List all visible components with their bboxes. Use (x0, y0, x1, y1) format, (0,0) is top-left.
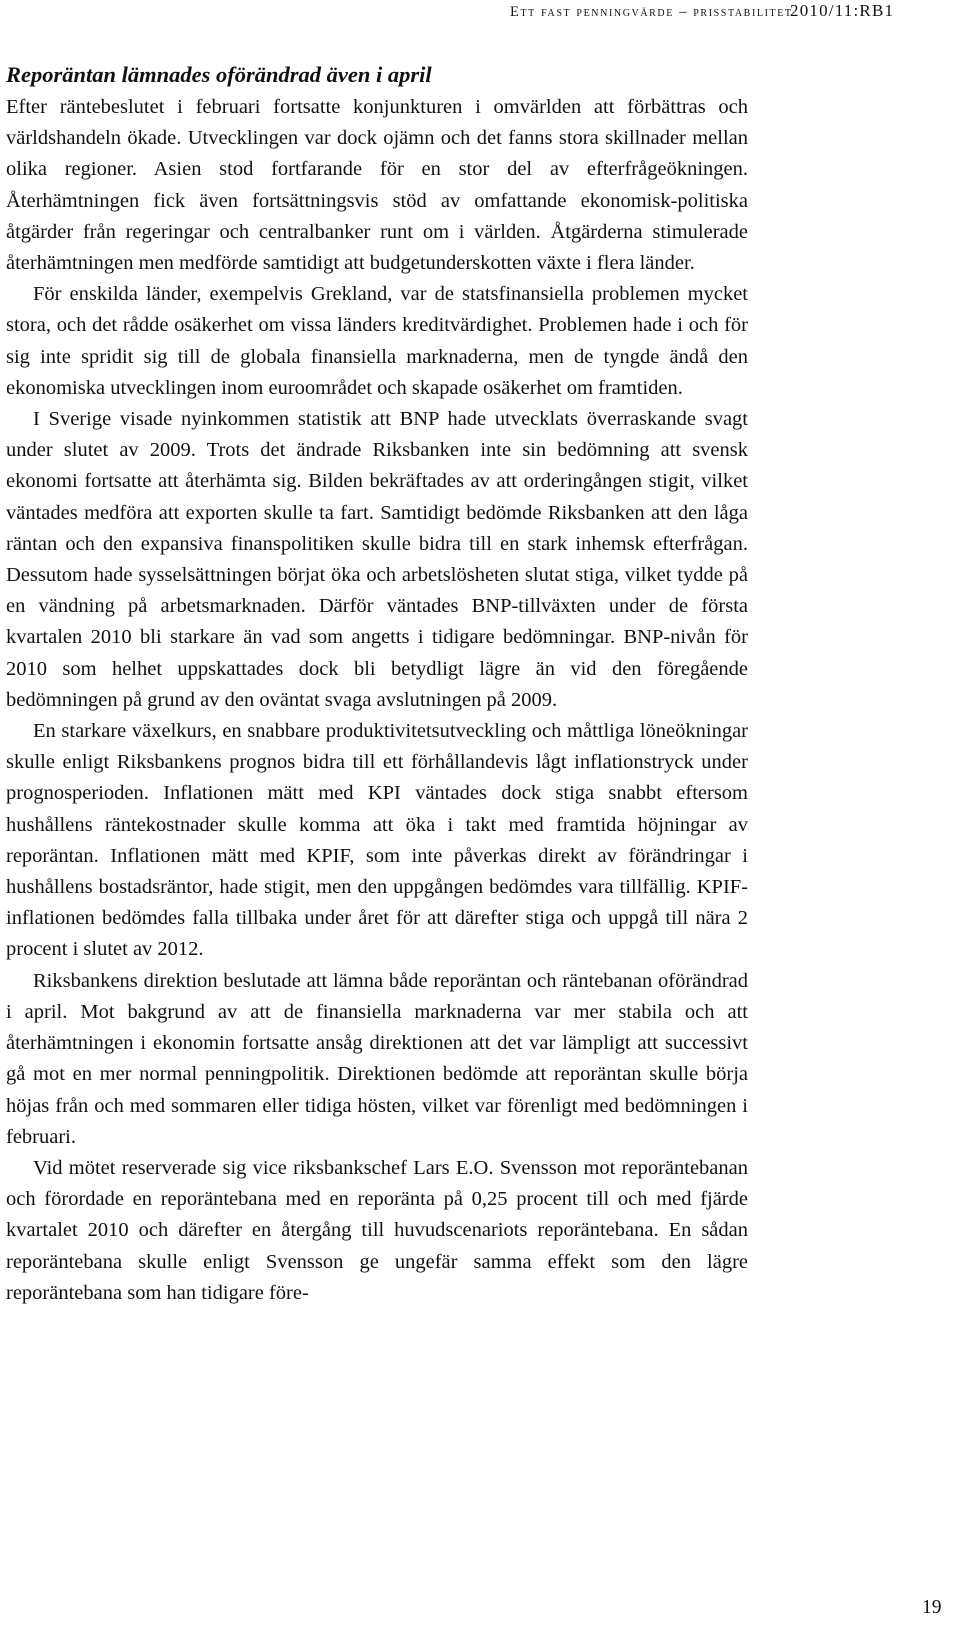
report-id: 2010/11:RB1 (790, 1, 895, 20)
paragraph: Vid mötet reserverade sig vice riksbankschef Lars E.O. Svensson mot reporäntebanan och förordade en reporäntebana med en reporänta på 0,25 procent till och med fjärde kvartalet 2010 och därefter en återgång till huvudscenariots reporäntebana. En sådan reporäntebana skulle enligt Svensson ge ungefär samma effekt som den lägre reporäntebana som han tidigare före- (6, 1156, 748, 1304)
article-body (6, 60, 748, 1309)
page-number: 19 (922, 1597, 942, 1618)
paragraph: Efter räntebeslutet i februari fortsatte konjunkturen i omvärlden att förbättras och världshandeln ökade. Utvecklingen var dock ojämn och det fanns stora skillnader mellan olika regioner. Asien stod fortfarande för en stor del av efterfrågeökningen. Återhämtningen fick även fortsättningsvis stöd av omfattande ekonomisk-politiska åtgärder från regeringar och centralbanker runt om i världen. Åtgärderna stimulerade återhämtningen men medförde samtidigt att budgetunderskotten växte i flera länder. (6, 96, 748, 275)
page-header (0, 0, 960, 30)
paragraph: För enskilda länder, exempelvis Grekland, var de statsfinansiella problemen mycket stora, och det rådde osäkerhet om vissa länders kreditvärdighet. Problemen hade i och för sig inte spridit sig till de globala finansiella marknaderna, men de tyngde ändå den ekonomiska utvecklingen inom euroområdet och skapade osäkerhet om framtiden. (6, 283, 748, 399)
paragraph: I Sverige visade nyinkommen statistik att BNP hade utvecklats överraskande svagt under slutet av 2009. Trots det ändrade Riksbanken inte sin bedömning att svensk ekonomi fortsatte att återhämta sig. Bilden bekräftades av att orderingången stigit, vilket väntades medföra att exporten skulle ta fart. Samtidigt bedömde Riksbanken att den låga räntan och den expansiva finanspolitiken skulle bidra till en stark inhemsk efterfrågan. Dessutom hade sysselsättningen börjat öka och arbetslösheten slutat stiga, vilket tydde på en vändning på arbetsmarknaden. Därför väntades BNP-tillväxten under de första kvartalen 2010 bli starkare än vad som angetts i tidigare bedömningar. BNP-nivån för 2010 som helhet uppskattades dock bli betydligt lägre än vid den föregående bedömningen på grund av den oväntat svaga avslutningen på 2009. (6, 408, 748, 711)
paragraph: Riksbankens direktion beslutade att lämna både reporäntan och räntebanan oförändrad i april. Mot bakgrund av att de finansiella marknaderna var mer stabila och att återhämtningen i ekonomin fortsatte ansåg direktionen att det var lämpligt att successivt gå mot en mer normal penningpolitik. Direktionen bedömde att reporäntan skulle börja höjas från och med sommaren eller tidiga hösten, vilket var förenligt med bedömningen i februari. (6, 969, 748, 1148)
section-heading: Reporäntan lämnades oförändrad även i april (6, 62, 432, 87)
running-title: Ett fast penningvärde – prisstabilitet (510, 4, 793, 20)
paragraph: En starkare växelkurs, en snabbare produktivitetsutveckling och måttliga löneökningar skulle enligt Riksbankens prognos bidra till ett förhållandevis lågt inflationstryck under prognosperioden. Inflationen mätt med KPI väntades dock stiga snabbt eftersom hushållens räntekostnader skulle komma att öka i takt med framtida höjningar av reporäntan. Inflationen mätt med KPIF, som inte påverkas direkt av förändringar i hushållens bostadsräntor, hade stigit, men den uppgången bedömdes vara tillfällig. KPIF-inflationen bedömdes falla tillbaka under året för att därefter stiga och uppgå till nära 2 procent i slutet av 2012. (6, 720, 748, 961)
